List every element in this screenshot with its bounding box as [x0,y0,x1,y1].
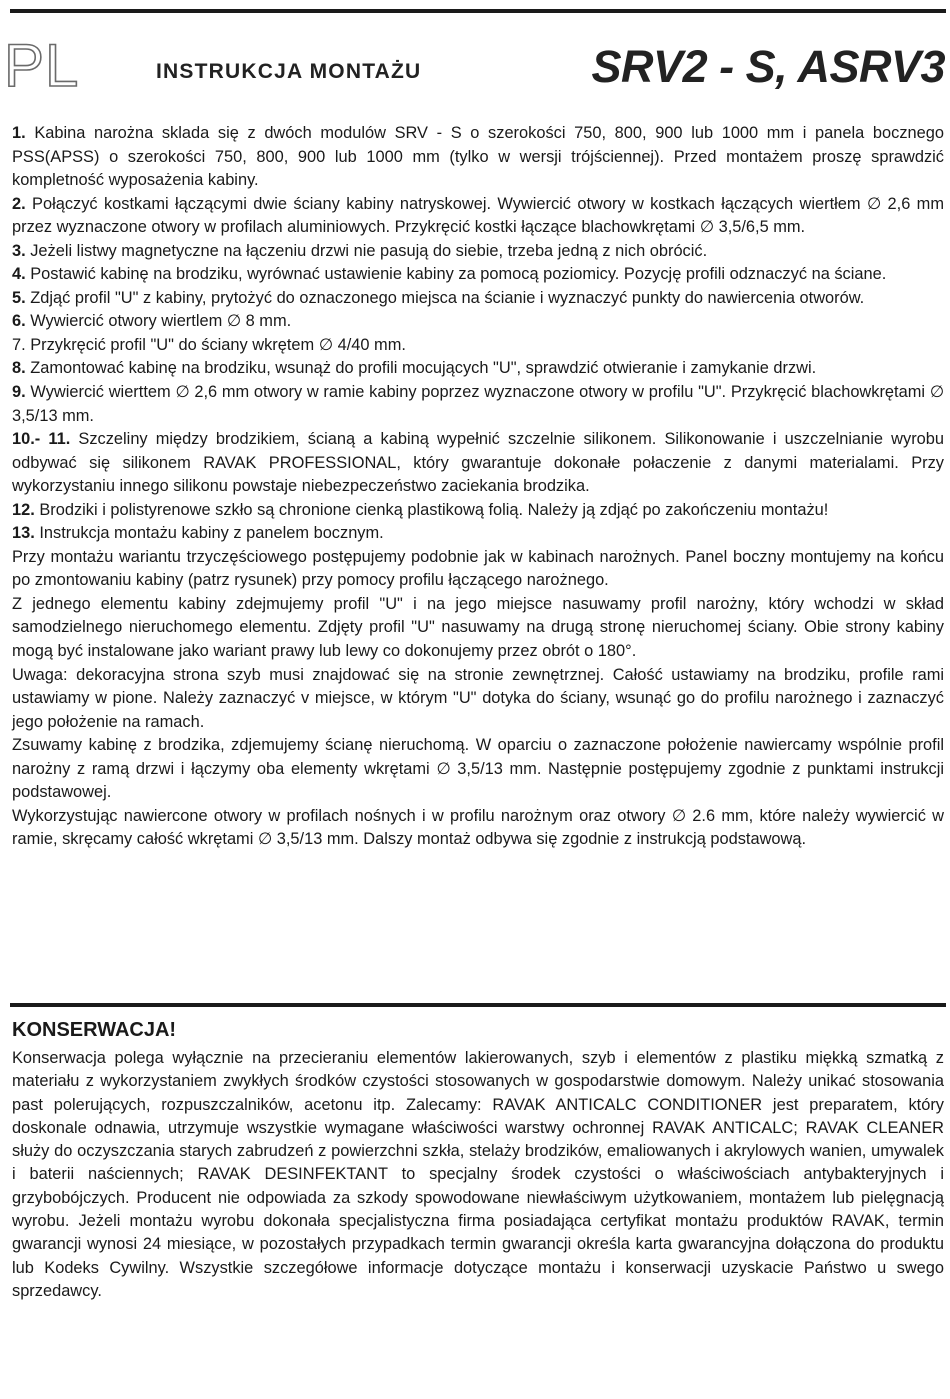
instruction-paragraph [12,546,944,593]
step-number: 10.- 11. [12,430,71,449]
step-number: 3. [12,241,26,260]
instruction-paragraph [12,734,944,805]
product-code: SRV2 - S, ASRV3 [591,41,945,92]
step-text: Instrukcja montażu kabiny z panelem bocznym. [34,524,384,543]
step-text: Zdjąć profil "U" z kabiny, prytożyć do oznaczonego miejsca na ścianie i wyznaczyć punkty do nawiercenia otworów. [25,288,865,307]
step-text: Wywiercić otwory wiertlem ∅ 8 mm. [25,312,292,331]
instruction-step [12,263,944,287]
step-text: Brodziki i polistyrenowe szkło są chronione cienką plastikową folią. Należy ją zdjąć po zakończeniu montażu! [34,500,829,519]
conservation-heading: KONSERWACJA! [12,1019,177,1041]
top-divider [10,9,946,13]
step-text: Postawić kabinę na brodziku, wyrównać ustawienie kabiny za pomocą poziomicy. Pozycję profili odznaczyć na ściane. [25,265,887,284]
instructions-list [12,122,944,852]
instruction-step [12,193,944,240]
step-number: 13. [12,524,35,543]
instruction-step [12,357,944,381]
step-text: Przy montażu wariantu trzyczęściowego postępujemy podobnie jak w kabinach narożnych. Panel boczny montujemy na końcu po zmontowaniu kabiny (patrz rysunek) przy pomocy profilu łączącego narożnego. [12,547,944,590]
step-number: 8. [12,359,26,378]
instruction-step [12,334,944,358]
section-divider [10,1003,946,1007]
instruction-step [12,522,944,546]
step-text: Z jednego elementu kabiny zdejmujemy profil "U" i na jego miejsce nasuwamy profil narożny, który wchodzi w skład samodzielnego nieruchomego elementu. Zdjęty profil "U" nasuwamy na drugą stronę nieruchomej ściany. Obie strony kabiny mogą być instalowane jako wariant prawy lub lewy co dokonujemy przez obrót o 180°. [12,594,944,661]
step-text: Jeżeli listwy magnetyczne na łączeniu drzwi nie pasują do siebie, trzeba jedną z nich obrócić. [25,241,708,260]
step-text: Zamontować kabinę na brodziku, wsunąż do profili mocujących "U", sprawdzić otwieranie i zamykanie drzwi. [25,359,817,378]
instruction-step [12,381,944,428]
instruction-step [12,287,944,311]
instruction-step [12,428,944,499]
step-text: Wywiercić wierttem ∅ 2,6 mm otwory w ramie kabiny poprzez wyznaczone otwory w profilu "U". Przykręcić blachowkrętami ∅ 3,5/13 mm. [12,383,944,425]
step-number: 4. [12,265,26,284]
step-number: 6. [12,312,26,331]
step-number: 2. [12,194,26,213]
instruction-step [12,499,944,523]
step-text: Wykorzystując nawiercone otwory w profilach nośnych i w profilu narożnym oraz otwory ∅ 2.6 mm, które należy wywiercić w ramie, skręcamy całość wkrętami ∅ 3,5/13 mm. Dalszy montaż odbywa się zgodnie z instrukcją podstawową. [12,806,944,849]
language-code: PL [4,32,80,99]
step-text: 7. Przykręcić profil "U" do ściany wkrętem ∅ 4/40 mm. [12,335,406,354]
step-number: 5. [12,288,26,307]
step-text: Zsuwamy kabinę z brodzika, zdjemujemy ścianę nieruchomą. W oparciu o zaznaczone położenie nawiercamy wspólnie profil narożny z ramą drzwi i łączymy oba elementy wkrętami ∅ 3,5/13 mm. Następnie postępujemy zgodnie z punktami instrukcji podstawowej. [12,736,944,802]
step-text: Szczeliny między brodzikiem, ścianą a kabiną wypełnić szczelnie silikonem. Silikonowanie i uszczelnianie wyrobu odbywać się silikonem RAVAK PROFESSIONAL, który gwarantuje dokonałe połaczenie z danymi materialami. Przy wykorzystaniu innego silikonu powstaje niebezpeczeństwo zaciekania brodzika. [12,430,944,496]
document-title: INSTRUKCJA MONTAŻU [156,60,422,83]
conservation-text: Konserwacja polega wyłącznie na przecieraniu elementów lakierowanych, szyb i elementów z plastiku miękką szmatką z materiału z wykorzystaniem zwykłych środków czystości stosowanych w gospodarstwie domowym. Należy unikać stosowania past polerujących, rozpuszczalników, acetonu itp. Zalecamy: RAVAK ANTICALC CONDITIONER jest preparatem, który doskonale odnawia, utrzymuje wszystkie wymagane właściwości warstwy ochronnej RAVAK ANTICALC; RAVAK CLEANER służy do oczyszczania starych zabrudzeń z powierzchni szkła, stelaży brodzików, emaliowanych i akrylowych wanien, umywalek i baterii naściennych; RAVAK DESINFEKTANT to specjalny środek czystości o właściwościach antybakteryjnych i grzybobójczych. Producent nie odpowiada za szkody spowodowane niewłaściwym użytkowaniem, montażem lub pielęgnacją wyrobu. Jeżeli montażu wyrobu dokonała specjalistyczna firma posiadająca certyfikat montażu produktów RAVAK, termin gwarancji wynosi 24 miesiące, w pozostałych przypadkach termin gwarancji określa karta gwarancyjna dołączona do produktu lub Kodeks Cywilny. Wszystkie szczegółowe informacje dotyczące montażu i konserwacji uzyskacie Państwo u swego sprzedawcy. [12,1049,944,1300]
instruction-step [12,122,944,193]
instruction-step [12,240,944,264]
instruction-paragraph [12,593,944,664]
step-number: 9. [12,383,26,402]
step-text: Kabina narożna sklada się z dwóch modulów SRV - S o szerokości 750, 800, 900 lub 1000 mm i panela bocznego PSS(APSS) o szerokości 750, 800, 900 lub 1000 mm (tylko w wersji trójściennej). Przed montażem proszę sprawdzić kompletność wyposażenia kabiny. [12,124,944,190]
instruction-paragraph [12,664,944,735]
instruction-paragraph [12,805,944,852]
instruction-step [12,310,944,334]
step-text: Połączyć kostkami łączącymi dwie ściany kabiny natryskowej. Wywiercić otwory w kostkach łączących wiertłem ∅ 2,6 mm przez wyznaczone otwory w profilach aluminiowych. Przykręcić kostki łączące blachowkrętami ∅ 3,5/6,5 mm. [12,194,944,237]
step-number: 12. [12,500,35,519]
step-number: 1. [12,124,26,142]
step-text: Uwaga: dekoracyjna strona szyb musi znajdować się na stronie zewnętrznej. Całość ustawiamy na brodziku, profile rami ustawiamy w pione. Należy zaznaczyć v miejsce, w którym "U" dotyka do ściany, wsunąć go do profilu narożnego i zaznaczyć jego położenie na ramach. [12,665,944,731]
